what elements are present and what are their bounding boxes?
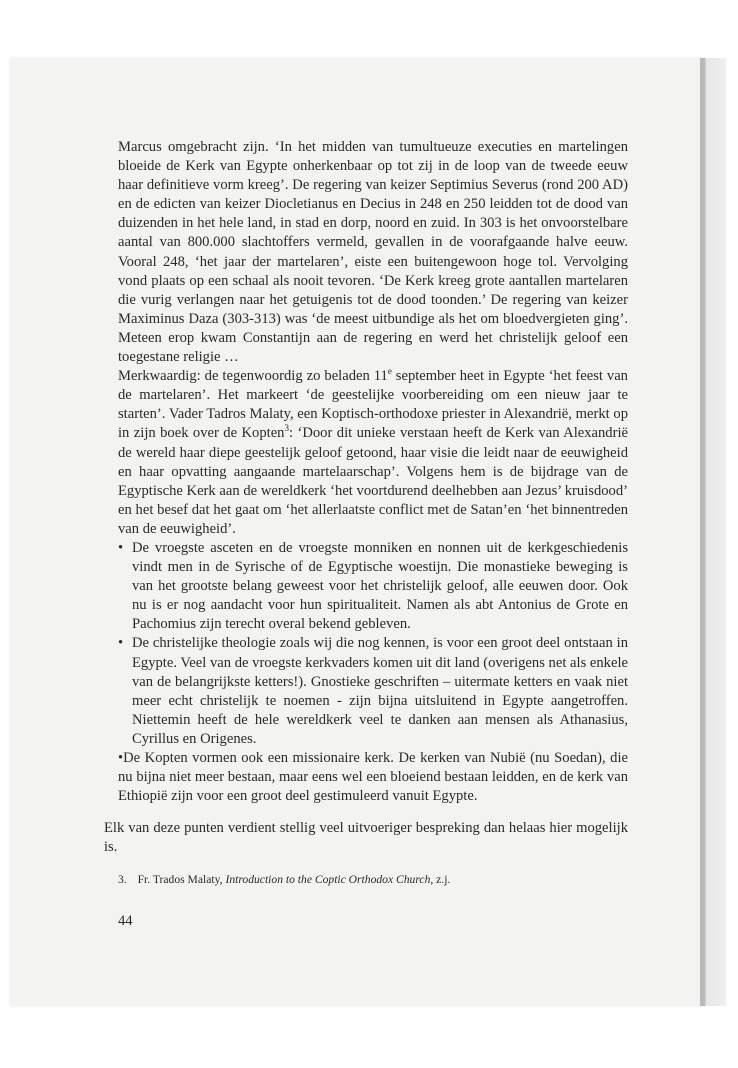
bullet-icon: • (118, 539, 124, 556)
bullet-text-theology: De christelijke theologie zoals wij die nog kennen, is voor een groot deel ontstaan in Egypte. Veel van de vroegste kerkvaders komen uit dit land (overigens net als enkele van de belangrijkste ketters!). Gnostieke geschriften – uitermate ketters en vaak niet meer echt christelijk te noemen - zijn bijna uitsluitend in Egypte aangetroffen. Niettemin heeft de hele wereldkerk veel te danken aan mensen als Athanasius, Cyrillus en Origenes. (132, 635, 628, 747)
footnote-author: Fr. Trados Malaty, (137, 873, 223, 886)
footnote-number: 3. (118, 873, 127, 886)
footnote-title: Introduction to the Coptic Orthodox Church (225, 873, 431, 886)
footnote (118, 872, 628, 887)
paragraph-2 (118, 367, 628, 539)
bullet-item-monastics (118, 539, 628, 634)
bullet-icon: • (118, 635, 124, 652)
paragraph-2-start: Merkwaardig: de tegenwoordig zo beladen 11 (118, 368, 388, 385)
main-text (104, 138, 628, 857)
footnote-reference: 3 (284, 423, 289, 434)
footnote-suffix: , z.j. (430, 873, 451, 886)
paragraph-2-end: : ‘Door dit unieke verstaan heeft de Kerk van Alexandrië de wereld haar diepe geestelijk geloof getoond, haar visie die leidt naar de eeuwigheid en haar opvatting aangaande martelaarschap’. Volgens hem is de bijdrage van de Egyptische Kerk aan de wereldkerk ‘het voortdurend deelhebben aan Jezus’ kruisdood’ en het besef dat het gaat om ‘het allerlaatste conflict met de Satan’en ‘het binnentreden van de eeuwigheid’. (118, 425, 628, 537)
page-edge (700, 58, 726, 1006)
paragraph-2-mid: september heet in Egypte ‘het feest van de martelaren’. Het markeert ‘de geestelijke voorbereiding om een nieuw jaar te starten’. Vader Tadros Malaty, een Koptisch-orthodoxe priester in Alexandrië, merkt op in zijn boek over de Kopten (118, 368, 628, 442)
paragraph-missionary: •De Kopten vormen ook een missionaire kerk. De kerken van Nubië (nu Soedan), die nu bijna niet meer bestaan, maar eens wel een bloeiend bestaan leidden, en de kerk van Ethiopië zijn voor een groot deel gestimuleerd vanuit Egypte. (118, 750, 628, 805)
bullet-item-theology (118, 634, 628, 749)
superscript-e: e (387, 366, 392, 377)
paragraph-1: Marcus omgebracht zijn. ‘In het midden van tumultueuze executies en martelingen bloeide de Kerk van Egypte onherkenbaar op tot zij in de loop van de tweede eeuw haar definitieve vorm kreeg’. De regering van keizer Septimius Severus (rond 200 AD) en de edicten van keizer Diocletianus en Decius in 248 en 250 leidden tot de dood van duizenden in het hele land, in stad en dorp, noord en zuid. In 303 is het onvoorstelbare aantal van 800.000 slachtoffers vermeld, gevallen in de voorafgaande halve eeuw. Vooral 248, ‘het jaar der martelaren’, eiste een buitengewoon hoge tol. Vervolging vond plaats op een schaal als nooit tevoren. ‘De Kerk kreeg grote aantallen martelaren die vurig verlangen naar het getuigenis tot de dood toonden.’ De regering van keizer Maximinus Daza (303-313) was ‘de meest uitbundige als het om bloedvergieten ging’. Meteen erop kwam Constantijn aan de regering en werd het christelijk geloof een toegestane religie … (118, 139, 628, 366)
closing-paragraph: Elk van deze punten verdient stellig veel uitvoeriger bespreking dan helaas hier mogelijk is. (104, 820, 628, 856)
page-number: 44 (118, 913, 133, 929)
bullet-text-monastics: De vroegste asceten en de vroegste monniken en nonnen uit de kerkgeschiedenis vindt men in de Syrische of de Egyptische woestijn. Die monastieke beweging is van het grootste belang geweest voor het christelijk geloof, alle eeuwen door. Ook nu is er nog aandacht voor hun spiritualiteit. Namen als abt Antonius de Grote en Pachomius zijn terecht overal bekend gebleven. (132, 539, 628, 633)
